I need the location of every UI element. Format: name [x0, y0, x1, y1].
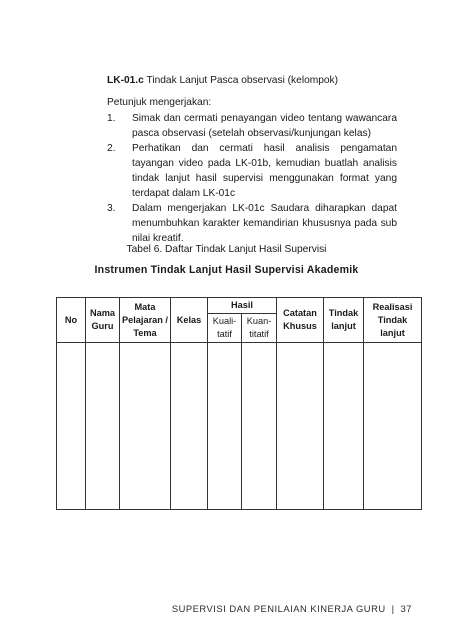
table-cell	[277, 343, 324, 510]
table-title: Instrumen Tindak Lanjut Hasil Supervisi Akademik	[94, 264, 359, 276]
header-realisasi: Realisasi Tindak lanjut	[364, 298, 422, 343]
table-cell	[208, 343, 242, 510]
table-cell	[86, 343, 120, 510]
table-cell	[57, 343, 86, 510]
table-cell	[364, 343, 422, 510]
header-tindak-lanjut: Tindak lanjut	[324, 298, 364, 343]
table-cell	[171, 343, 208, 510]
header-no: No	[57, 298, 86, 343]
instruction-item	[107, 201, 397, 246]
table-cell	[324, 343, 364, 510]
page-number: 37	[400, 603, 412, 614]
table-cell	[242, 343, 277, 510]
header-mata-pelajaran: Mata Pelajaran / Tema	[120, 298, 171, 343]
header-hasil: Hasil	[208, 298, 277, 314]
instruction-number: 1.	[107, 113, 116, 124]
instructions-intro: Petunjuk mengerjakan:	[107, 97, 212, 108]
instruction-text: Dalam mengerjakan LK-01c Saudara diharapkan dapat menumbuhkan karakter kemandirian khususnya pada sub nilai kreatif.	[132, 203, 397, 244]
footer-separator: |	[391, 603, 395, 614]
instruction-list	[107, 111, 397, 246]
instruction-text: Simak dan cermati penayangan video tentang wawancara pasca observasi (setelah observasi/kunjungan kelas)	[132, 113, 397, 139]
instruction-text: Perhatikan dan cermati hasil analisis pengamatan tayangan video pada LK-01b, kemudian buatlah analisis tindak lanjut hasil supervisi menggunakan format yang terdapat dalam LK-01c	[132, 143, 397, 199]
table-cell	[120, 343, 171, 510]
page-footer	[172, 603, 412, 614]
instruction-item	[107, 111, 397, 141]
instruction-number: 3.	[107, 203, 116, 214]
worksheet-code: LK-01.c	[107, 75, 144, 86]
worksheet-heading	[107, 73, 397, 88]
header-nama-guru: Nama Guru	[86, 298, 120, 343]
header-kuantitatif: Kuan-titatif	[242, 314, 277, 343]
instruction-item	[107, 141, 397, 201]
supervision-table	[56, 297, 422, 510]
header-catatan-khusus: Catatan Khusus	[277, 298, 324, 343]
header-kualitatif: Kuali-tatif	[208, 314, 242, 343]
table-row	[57, 343, 422, 510]
table-caption: Tabel 6. Daftar Tindak Lanjut Hasil Supervisi	[126, 244, 327, 255]
instruction-number: 2.	[107, 143, 116, 154]
header-kelas: Kelas	[171, 298, 208, 343]
worksheet-title: Tindak Lanjut Pasca observasi (kelompok)	[146, 75, 339, 86]
footer-book-title: SUPERVISI DAN PENILAIAN KINERJA GURU	[171, 603, 386, 614]
